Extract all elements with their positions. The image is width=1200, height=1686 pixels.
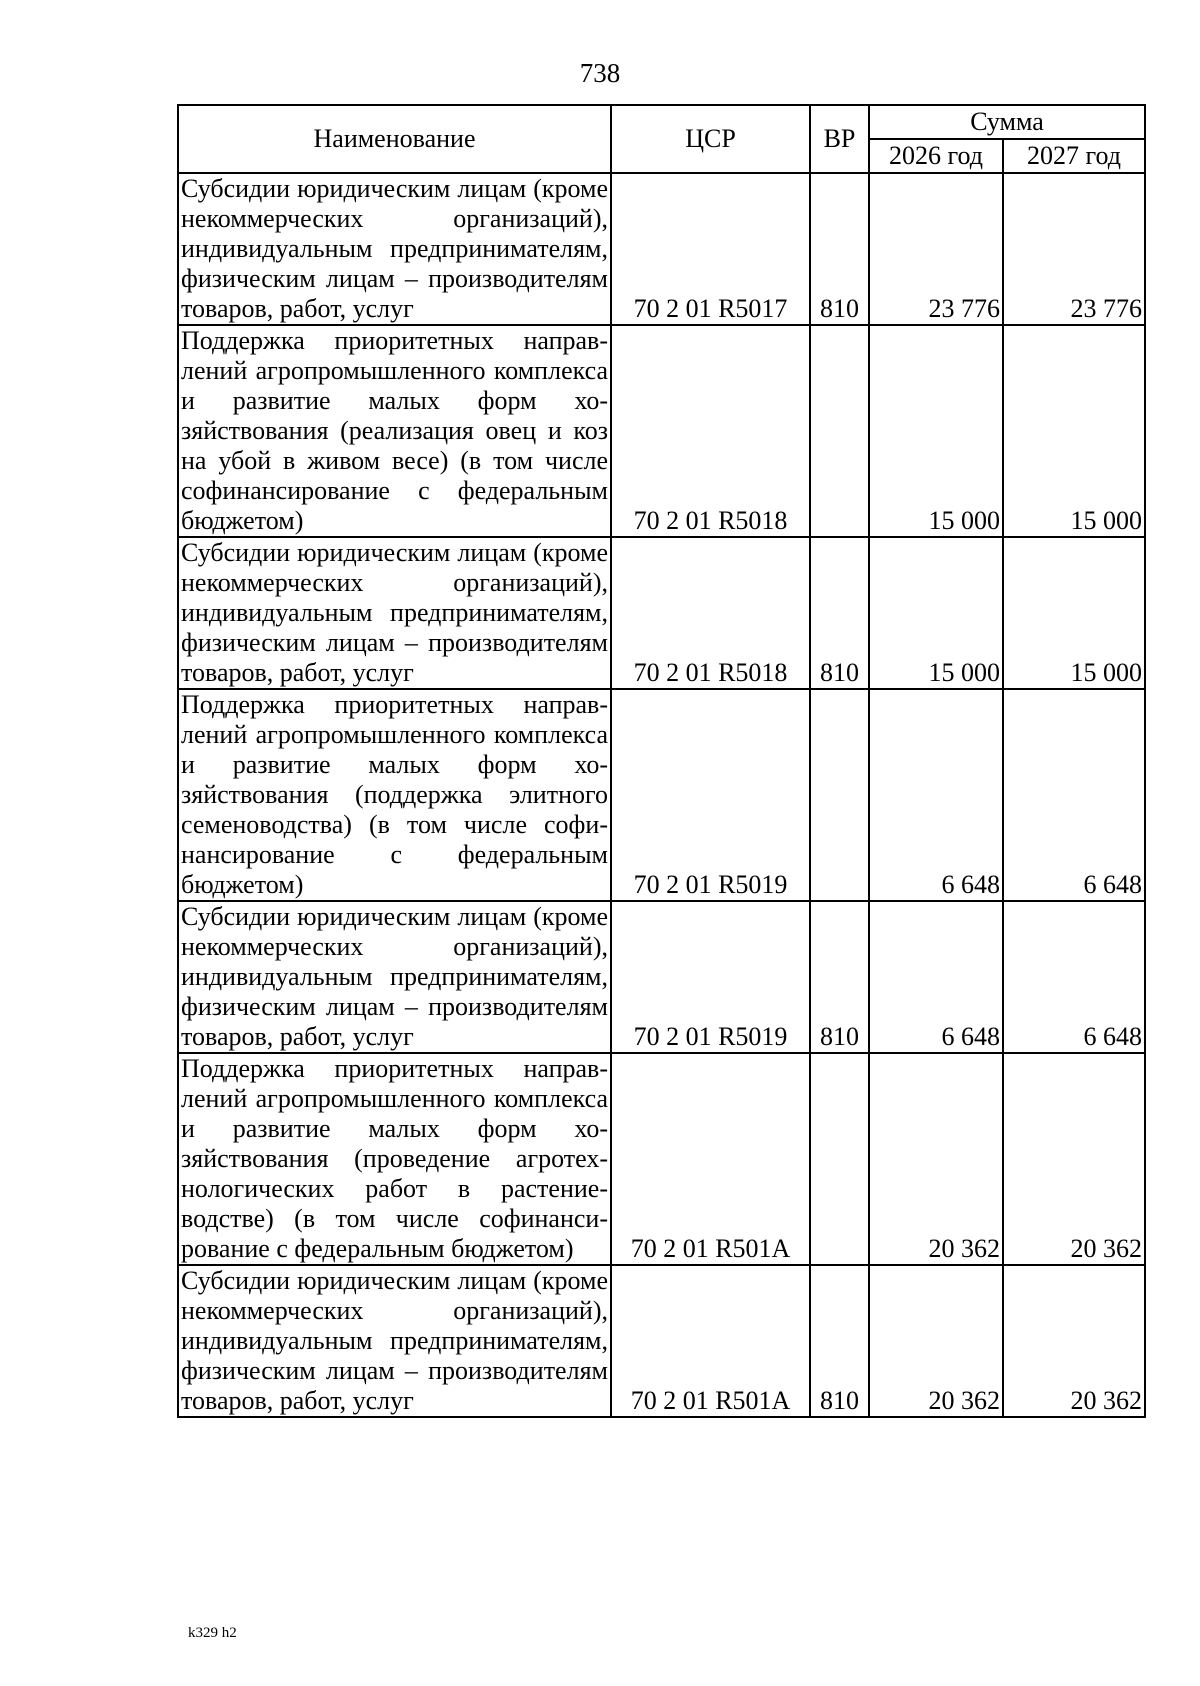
table-row — [178, 901, 1145, 1053]
header-name: Наименование — [178, 105, 611, 173]
row-sum-2026-cell: 15 000 — [869, 537, 1003, 689]
table-header — [178, 105, 1145, 173]
row-vr-cell: 810 — [810, 173, 869, 325]
row-vr-cell — [810, 689, 869, 901]
row-sum-2026-cell: 6 648 — [869, 901, 1003, 1053]
row-sum-2027-cell: 6 648 — [1003, 901, 1145, 1053]
row-csr-cell: 70 2 01 R5019 — [611, 689, 810, 901]
row-vr-cell — [810, 1053, 869, 1265]
table-row — [178, 325, 1145, 537]
table-row — [178, 1265, 1145, 1417]
table-row — [178, 1053, 1145, 1265]
page-number: 738 — [579, 58, 621, 88]
row-csr-cell: 70 2 01 R501A — [611, 1265, 810, 1417]
row-name-cell: Субсидии юридическим лицам (кроме некоммерческих организаций), индивидуальным предпринимателям, физическим лицам – производителям товаров, работ, услуг — [178, 537, 611, 689]
header-year-2026: 2026 год — [869, 139, 1003, 173]
table-row — [178, 173, 1145, 325]
header-csr: ЦСР — [611, 105, 810, 173]
row-vr-cell: 810 — [810, 901, 869, 1053]
row-sum-2027-cell: 23 776 — [1003, 173, 1145, 325]
row-sum-2026-cell: 20 362 — [869, 1053, 1003, 1265]
row-sum-2026-cell: 15 000 — [869, 325, 1003, 537]
row-name-cell: Поддержка приоритетных направлений агропромышленного комплекса и развитие малых форм хозяйствования (проведение агротехнологических работ в растениеводстве) (в том числе софинансирование с федеральным бюджетом) — [178, 1053, 611, 1265]
row-vr-cell — [810, 325, 869, 537]
row-sum-2027-cell: 15 000 — [1003, 325, 1145, 537]
row-csr-cell: 70 2 01 R5019 — [611, 901, 810, 1053]
row-sum-2026-cell: 20 362 — [869, 1265, 1003, 1417]
table-body — [178, 173, 1145, 1417]
row-sum-2027-cell: 6 648 — [1003, 689, 1145, 901]
row-name-cell: Субсидии юридическим лицам (кроме некоммерческих организаций), индивидуальным предпринимателям, физическим лицам – производителям товаров, работ, услуг — [178, 173, 611, 325]
row-csr-cell: 70 2 01 R5017 — [611, 173, 810, 325]
row-csr-cell: 70 2 01 R5018 — [611, 325, 810, 537]
row-sum-2027-cell: 15 000 — [1003, 537, 1145, 689]
row-sum-2027-cell: 20 362 — [1003, 1053, 1145, 1265]
row-vr-cell: 810 — [810, 537, 869, 689]
row-sum-2026-cell: 23 776 — [869, 173, 1003, 325]
budget-table — [177, 104, 1146, 1418]
row-csr-cell: 70 2 01 R501A — [611, 1053, 810, 1265]
header-sum: Сумма — [869, 105, 1145, 139]
footer-code: k329 h2 — [188, 1625, 237, 1641]
row-name-cell: Субсидии юридическим лицам (кроме некоммерческих организаций), индивидуальным предпринимателям, физическим лицам – производителям товаров, работ, услуг — [178, 901, 611, 1053]
table-row — [178, 689, 1145, 901]
row-name-cell: Поддержка приоритетных направлений агропромышленного комплекса и развитие малых форм хозяйствования (реализация овец и коз на убой в живом весе) (в том числе софинансирование с федеральным бюджетом) — [178, 325, 611, 537]
row-sum-2026-cell: 6 648 — [869, 689, 1003, 901]
table-row — [178, 537, 1145, 689]
row-name-cell: Субсидии юридическим лицам (кроме некоммерческих организаций), индивидуальным предпринимателям, физическим лицам – производителям товаров, работ, услуг — [178, 1265, 611, 1417]
row-name-cell: Поддержка приоритетных направлений агропромышленного комплекса и развитие малых форм хозяйствования (поддержка элитного семеноводства) (в том числе софинансирование с федеральным бюджетом) — [178, 689, 611, 901]
row-vr-cell: 810 — [810, 1265, 869, 1417]
header-vr: ВР — [810, 105, 869, 173]
header-year-2027: 2027 год — [1003, 139, 1145, 173]
row-sum-2027-cell: 20 362 — [1003, 1265, 1145, 1417]
row-csr-cell: 70 2 01 R5018 — [611, 537, 810, 689]
